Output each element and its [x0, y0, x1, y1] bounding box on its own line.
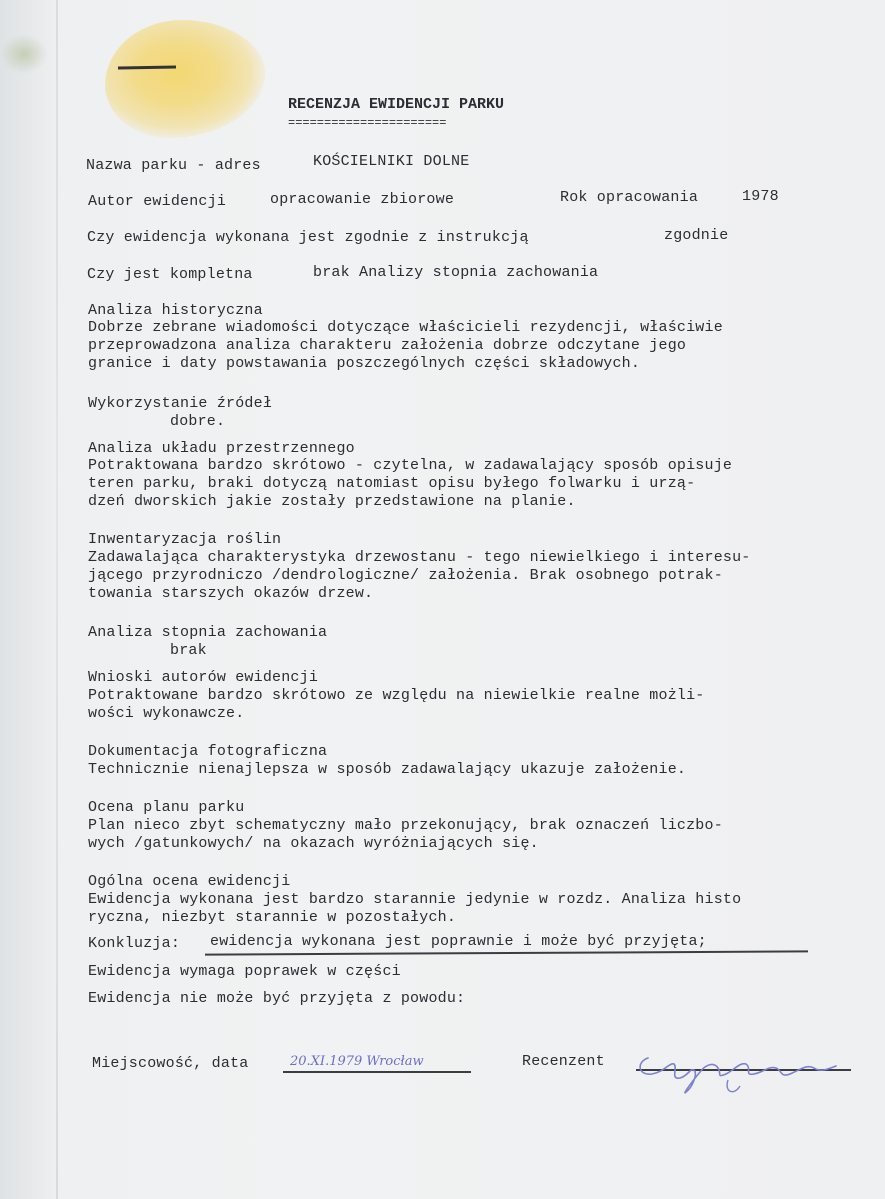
- park-name-value: KOŚCIELNIKI DOLNE: [313, 153, 470, 170]
- section-heading: Wykorzystanie źródeł: [88, 395, 273, 412]
- section-heading: Ocena planu parku: [88, 799, 245, 816]
- option-corrections: Ewidencja wymaga poprawek w części: [88, 963, 401, 980]
- section-line: Plan nieco zbyt schematyczny mało przekonujący, brak oznaczeń liczbo-: [88, 817, 723, 834]
- author-value: opracowanie zbiorowe: [270, 191, 455, 208]
- title-double-rule: ======================: [288, 116, 447, 130]
- section-line: wości wykonawcze.: [88, 705, 245, 722]
- completeness-label: Czy jest kompletna: [87, 266, 253, 283]
- paper-stain-green: [0, 34, 48, 74]
- section-heading: Analiza układu przestrzennego: [88, 440, 355, 457]
- place-date-handwritten: 20.XI.1979 Wrocław: [290, 1054, 424, 1069]
- paper-fold-line: [56, 0, 58, 1199]
- document-title: RECENZJA EWIDENCJI PARKU: [288, 96, 505, 113]
- section-line: Ewidencja wykonana jest bardzo starannie jedynie w rozdz. Analiza histo: [88, 891, 742, 908]
- section-line: Dobrze zebrane wiadomości dotyczące właścicieli rezydencji, właściwie: [88, 319, 723, 336]
- option-rejected: Ewidencja nie może być przyjęta z powodu:: [88, 990, 466, 1007]
- conclusion-value: ewidencja wykonana jest poprawnie i może być przyjęta;: [210, 933, 707, 950]
- section-line: Potraktowana bardzo skrótowo - czytelna, w zadawalający sposób opisuje: [88, 457, 733, 474]
- section-line: brak: [170, 642, 207, 659]
- conclusion-label: Konkluzja:: [88, 935, 181, 952]
- paper-stain-yellow: [105, 20, 265, 138]
- section-heading: Wnioski autorów ewidencji: [88, 669, 319, 686]
- section-line: przeprowadzona analiza charakteru założenia dobrze odczytane jego: [88, 337, 687, 354]
- section-line: jącego przyrodniczo /dendrologiczne/ założenia. Brak osobnego potrak-: [88, 567, 723, 584]
- compliance-label: Czy ewidencja wykonana jest zgodnie z instrukcją: [87, 229, 529, 246]
- park-name-label: Nazwa parku - adres: [86, 157, 261, 174]
- section-line: teren parku, braki dotyczą natomiast opisu byłego folwarku i urzą-: [88, 475, 696, 492]
- conclusion-underline: [205, 950, 808, 955]
- section-line: granice i daty powstawania poszczególnych części składowych.: [88, 355, 641, 372]
- place-date-underline: [283, 1071, 471, 1073]
- section-line: Zadawalająca charakterystyka drzewostanu - tego niewielkiego i interesu-: [88, 549, 751, 566]
- year-label: Rok opracowania: [560, 189, 699, 206]
- author-label: Autor ewidencji: [88, 193, 227, 210]
- section-heading: Inwentaryzacja roślin: [88, 531, 282, 548]
- section-heading: Ogólna ocena ewidencji: [88, 873, 291, 890]
- section-line: wych /gatunkowych/ na okazach wyróżniających się.: [88, 835, 539, 852]
- section-line: Potraktowane bardzo skrótowo ze względu na niewielkie realne możli-: [88, 687, 705, 704]
- section-line: ryczna, niezbyt starannie w pozostałych.: [88, 909, 457, 926]
- section-line: dobre.: [170, 413, 226, 430]
- completeness-value: brak Analizy stopnia zachowania: [313, 264, 599, 281]
- section-heading: Dokumentacja fotograficzna: [88, 743, 328, 760]
- reviewer-label: Recenzent: [522, 1053, 605, 1070]
- compliance-value: zgodnie: [664, 227, 729, 244]
- year-value: 1978: [742, 188, 779, 205]
- section-line: Technicznie nienajlepsza w sposób zadawalający ukazuje założenie.: [88, 761, 687, 778]
- section-heading: Analiza stopnia zachowania: [88, 624, 328, 641]
- section-heading: Analiza historyczna: [88, 302, 263, 319]
- section-line: dzeń dworskich jakie zostały przedstawione na planie.: [88, 493, 576, 510]
- place-date-label: Miejscowość, data: [92, 1055, 249, 1072]
- section-line: towania starszych okazów drzew.: [88, 585, 374, 602]
